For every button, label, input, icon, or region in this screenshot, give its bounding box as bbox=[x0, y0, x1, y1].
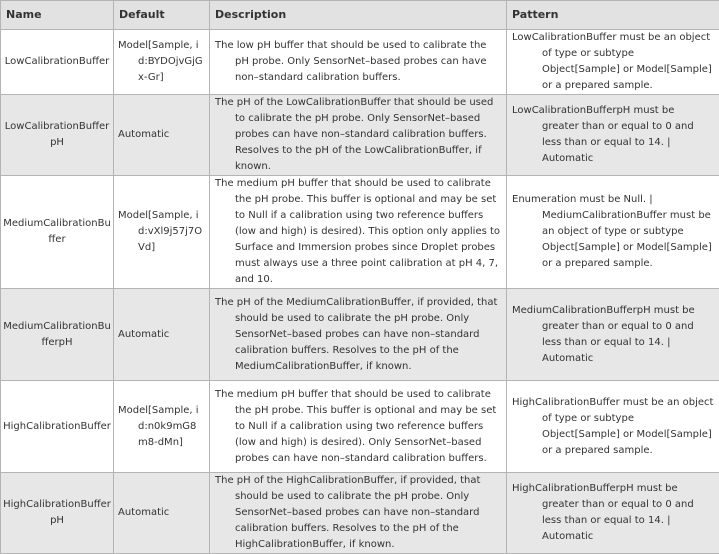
table-row bbox=[1, 30, 719, 95]
header-row bbox=[1, 1, 719, 30]
option-name: HighCalibrationBuffer bbox=[1, 381, 114, 473]
option-default: Automatic bbox=[118, 127, 205, 143]
table-row bbox=[1, 176, 719, 289]
option-name: MediumCalibrationBuffer bbox=[1, 176, 114, 289]
option-default: Model[Sample, id:vXl9j57j7OVd] bbox=[118, 208, 205, 256]
option-name: HighCalibrationBufferpH bbox=[1, 473, 114, 554]
option-description: The pH of the MediumCalibrationBuffer, if provided, that should be used to calibrate the pH probe. Only SensorNet–based probes can have non–standard calibration buffers. Resolves to the pH of the MediumCalibrationBuffer, if known. bbox=[215, 295, 501, 375]
option-default: Automatic bbox=[118, 327, 205, 343]
option-description: The medium pH buffer that should be used to calibrate the pH probe. This buffer is optional and may be set to Null if a calibration using two reference buffers (low and high) is desired). Only SensorNet–based probes can have non–standard calibration buffers. bbox=[215, 387, 501, 467]
option-pattern: LowCalibrationBuffer must be an object of type or subtype Object[Sample] or Model[Sample] or a prepared sample. bbox=[512, 30, 714, 94]
option-pattern: Enumeration must be Null. | MediumCalibrationBuffer must be an object of type or subtype Object[Sample] or Model[Sample] or a prepared sample. bbox=[512, 192, 714, 272]
header-pattern: Pattern bbox=[507, 1, 719, 30]
option-pattern: LowCalibrationBufferpH must be greater than or equal to 0 and less than or equal to 14. | Automatic bbox=[512, 103, 714, 167]
option-name: MediumCalibrationBufferpH bbox=[1, 289, 114, 381]
option-pattern: HighCalibrationBuffer must be an object of type or subtype Object[Sample] or Model[Sample] or a prepared sample. bbox=[512, 395, 714, 459]
option-pattern: HighCalibrationBufferpH must be greater than or equal to 0 and less than or equal to 14. | Automatic bbox=[512, 481, 714, 545]
table-row bbox=[1, 381, 719, 473]
header-description: Description bbox=[210, 1, 507, 30]
option-default: Automatic bbox=[118, 505, 205, 521]
option-description: The pH of the LowCalibrationBuffer that should be used to calibrate the pH probe. Only SensorNet–based probes can have non–standard calibration buffers. Resolves to the pH of the LowCalibrationBuffer, if known. bbox=[215, 95, 501, 175]
option-pattern: MediumCalibrationBufferpH must be greater than or equal to 0 and less than or equal to 14. | Automatic bbox=[512, 303, 714, 367]
option-description: The medium pH buffer that should be used to calibrate the pH probe. This buffer is optional and may be set to Null if a calibration using two reference buffers (low and high) is desired). This option only applies to Surface and Immersion probes since Droplet probes must always use a three point calibration at pH 4, 7, and 10. bbox=[215, 176, 501, 288]
option-description: The low pH buffer that should be used to calibrate the pH probe. Only SensorNet–based probes can have non–standard calibration buffers. bbox=[215, 38, 501, 86]
table-row bbox=[1, 95, 719, 176]
option-description: The pH of the HighCalibrationBuffer, if provided, that should be used to calibrate the pH probe. Only SensorNet–based probes can have non–standard calibration buffers. Resolves to the pH of the HighCalibrationBuffer, if known. bbox=[215, 473, 501, 553]
table-row bbox=[1, 289, 719, 381]
option-default: Model[Sample, id:BYDOjvGjGx-Gr] bbox=[118, 38, 205, 86]
option-default: Model[Sample, id:n0k9mG8m8-dMn] bbox=[118, 403, 205, 451]
option-name: LowCalibrationBuffer bbox=[1, 30, 114, 95]
header-default: Default bbox=[114, 1, 210, 30]
table-row bbox=[1, 473, 719, 554]
header-name: Name bbox=[1, 1, 114, 30]
option-name: LowCalibrationBufferpH bbox=[1, 95, 114, 176]
